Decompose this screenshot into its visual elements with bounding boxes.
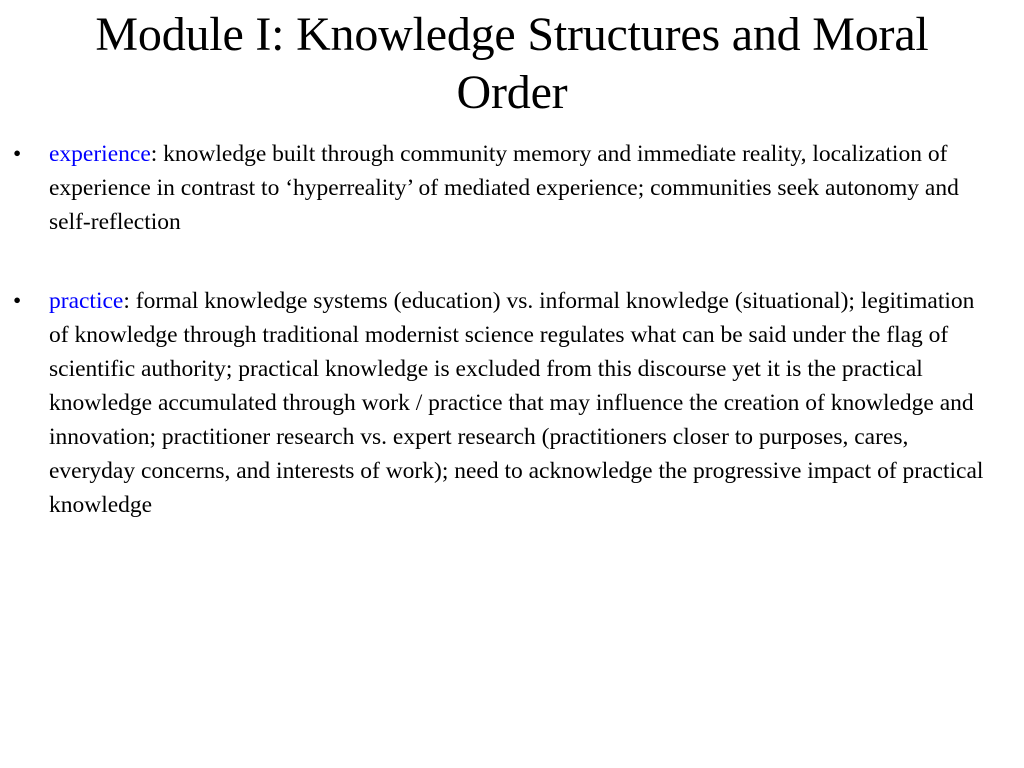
term-experience: experience bbox=[49, 141, 151, 167]
slide-title: Module I: Knowledge Structures and Moral Order bbox=[95, 8, 929, 119]
bullet-text-practice: : formal knowledge systems (education) vs. informal knowledge (situational); legitimation of knowledge through traditional modernist science regulates what can be said under the flag of scientific authority; practical knowledge is excluded from this discourse yet it is the practical knowledge accumulated through work / practice that may influence the creation of knowledge and innovation; practitioner research vs. expert research (practitioners closer to purposes, cares, everyday concerns, and interests of work); need to acknowledge the progressive impact of practical knowledge bbox=[49, 288, 984, 518]
bullet-text-experience: : knowledge built through community memory and immediate reality, localization of experience in contrast to ‘hyperreality’ of mediated experience; communities seek autonomy and self-reflection bbox=[49, 141, 959, 235]
bullet-icon: • bbox=[13, 288, 22, 314]
term-practice: practice bbox=[49, 288, 124, 314]
bullet-item-experience bbox=[0, 137, 1024, 239]
bullet-item-practice bbox=[0, 284, 1024, 522]
bullet-list bbox=[0, 137, 1024, 522]
bullet-icon: • bbox=[13, 141, 22, 167]
